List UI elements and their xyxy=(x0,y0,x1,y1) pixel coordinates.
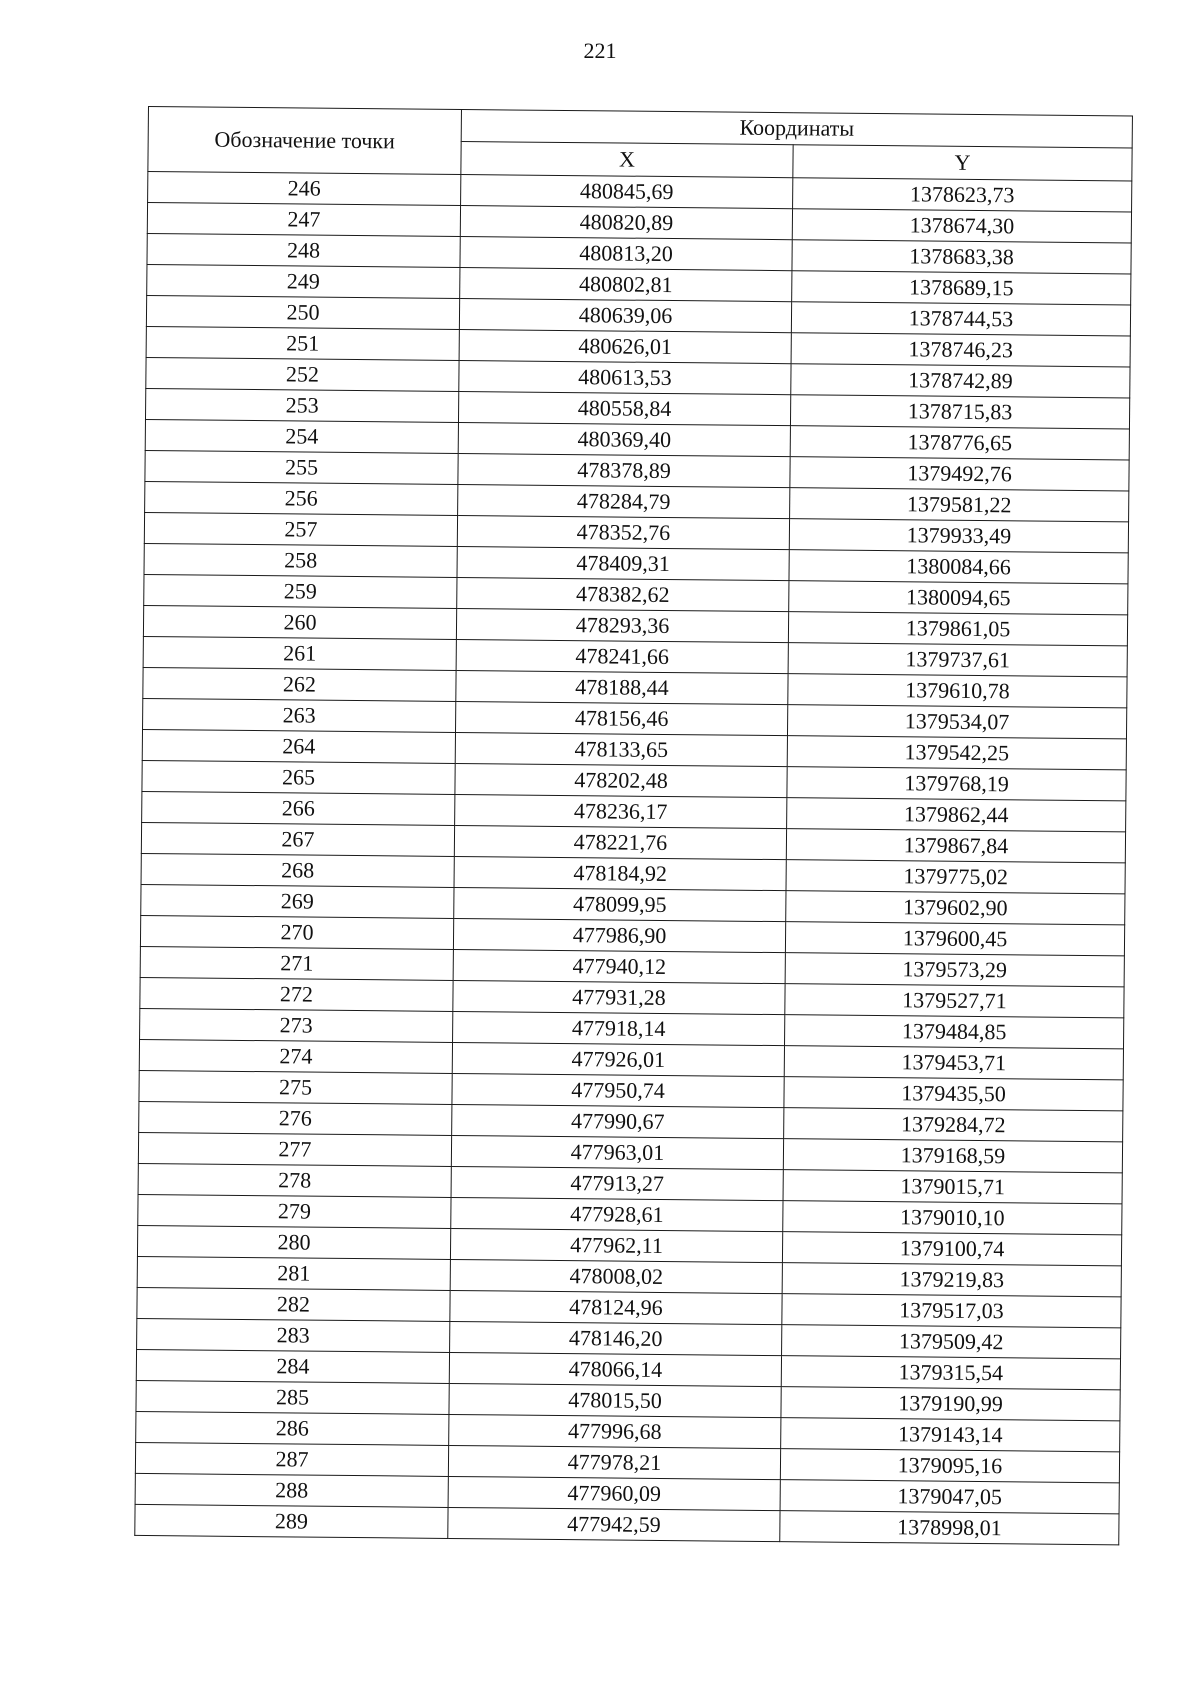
cell-point: 261 xyxy=(143,636,456,670)
cell-point: 271 xyxy=(140,946,453,980)
cell-y: 1379600,45 xyxy=(785,922,1124,956)
cell-point: 267 xyxy=(141,822,454,856)
cell-point: 248 xyxy=(147,233,460,267)
cell-point: 266 xyxy=(142,791,455,825)
cell-x: 478156,46 xyxy=(456,701,788,735)
cell-x: 480802,81 xyxy=(460,268,792,302)
cell-y: 1380094,65 xyxy=(789,581,1128,615)
cell-y: 1379143,14 xyxy=(781,1418,1120,1452)
cell-point: 268 xyxy=(141,853,454,887)
cell-x: 478236,17 xyxy=(455,794,787,828)
cell-y: 1378715,83 xyxy=(790,395,1129,429)
cell-y: 1379542,25 xyxy=(787,736,1126,770)
cell-y: 1379010,10 xyxy=(783,1201,1122,1235)
cell-y: 1379933,49 xyxy=(789,519,1128,553)
cell-point: 255 xyxy=(145,450,458,484)
cell-point: 258 xyxy=(144,543,457,577)
cell-x: 478188,44 xyxy=(456,670,788,704)
cell-x: 477926,01 xyxy=(452,1042,784,1076)
cell-x: 477978,21 xyxy=(448,1445,780,1479)
cell-point: 259 xyxy=(144,574,457,608)
cell-y: 1379095,16 xyxy=(780,1449,1119,1483)
cell-x: 478146,20 xyxy=(450,1321,782,1355)
cell-x: 478409,31 xyxy=(457,546,789,580)
cell-x: 477942,59 xyxy=(448,1507,780,1541)
cell-y: 1379219,83 xyxy=(782,1263,1121,1297)
cell-point: 264 xyxy=(142,729,455,763)
cell-x: 478221,76 xyxy=(454,825,786,859)
cell-x: 478378,89 xyxy=(458,453,790,487)
table-header xyxy=(148,107,1133,181)
cell-y: 1378674,30 xyxy=(792,209,1131,243)
coordinates-table-container xyxy=(134,106,1132,1545)
cell-point: 252 xyxy=(146,357,459,391)
cell-x: 477986,90 xyxy=(453,918,785,952)
cell-y: 1379861,05 xyxy=(788,612,1127,646)
cell-y: 1378742,89 xyxy=(791,364,1130,398)
cell-point: 282 xyxy=(137,1287,450,1321)
cell-x: 480845,69 xyxy=(461,175,793,209)
cell-x: 478184,92 xyxy=(454,856,786,890)
cell-y: 1379168,59 xyxy=(783,1139,1122,1173)
cell-point: 276 xyxy=(139,1101,452,1135)
cell-point: 246 xyxy=(148,172,461,206)
cell-point: 277 xyxy=(138,1132,451,1166)
cell-x: 478008,02 xyxy=(450,1259,782,1293)
cell-point: 254 xyxy=(145,419,458,453)
cell-point: 275 xyxy=(139,1070,452,1104)
cell-y: 1379610,78 xyxy=(788,674,1127,708)
cell-y: 1379492,76 xyxy=(790,457,1129,491)
page-number: 221 xyxy=(583,38,617,63)
cell-point: 265 xyxy=(142,760,455,794)
cell-y: 1379867,84 xyxy=(786,829,1125,863)
cell-y: 1378776,65 xyxy=(790,426,1129,460)
cell-x: 478382,62 xyxy=(457,577,789,611)
cell-point: 289 xyxy=(135,1504,448,1538)
cell-y: 1379190,99 xyxy=(781,1387,1120,1421)
cell-point: 269 xyxy=(141,884,454,918)
cell-y: 1379573,29 xyxy=(785,953,1124,987)
cell-point: 263 xyxy=(143,698,456,732)
cell-point: 280 xyxy=(137,1225,450,1259)
cell-x: 480626,01 xyxy=(459,329,791,363)
cell-x: 477918,14 xyxy=(453,1011,785,1045)
cell-x: 477996,68 xyxy=(449,1414,781,1448)
cell-x: 480639,06 xyxy=(459,299,791,333)
cell-y: 1379527,71 xyxy=(785,984,1124,1018)
cell-x: 480558,84 xyxy=(458,391,790,425)
cell-point: 253 xyxy=(145,388,458,422)
cell-x: 478284,79 xyxy=(458,484,790,518)
header-y: Y xyxy=(793,145,1132,181)
cell-x: 478202,48 xyxy=(455,763,787,797)
cell-point: 278 xyxy=(138,1163,451,1197)
cell-x: 477913,27 xyxy=(451,1166,783,1200)
cell-x: 477931,28 xyxy=(453,980,785,1014)
cell-x: 477940,12 xyxy=(453,949,785,983)
cell-y: 1378998,01 xyxy=(780,1511,1119,1545)
cell-point: 274 xyxy=(139,1039,452,1073)
cell-x: 478124,96 xyxy=(450,1290,782,1324)
cell-x: 477960,09 xyxy=(448,1476,780,1510)
cell-point: 256 xyxy=(145,481,458,515)
cell-y: 1378689,15 xyxy=(792,271,1131,305)
cell-point: 279 xyxy=(138,1194,451,1228)
cell-point: 250 xyxy=(146,295,459,329)
cell-point: 288 xyxy=(135,1473,448,1507)
cell-point: 284 xyxy=(136,1349,449,1383)
cell-point: 260 xyxy=(143,605,456,639)
cell-y: 1379768,19 xyxy=(787,767,1126,801)
table-body xyxy=(135,172,1132,1545)
cell-y: 1379775,02 xyxy=(786,860,1125,894)
cell-x: 480813,20 xyxy=(460,237,792,271)
cell-x: 478352,76 xyxy=(457,515,789,549)
cell-y: 1378746,23 xyxy=(791,333,1130,367)
header-x: X xyxy=(461,141,793,177)
cell-point: 273 xyxy=(140,1008,453,1042)
cell-y: 1379435,50 xyxy=(784,1077,1123,1111)
cell-y: 1379284,72 xyxy=(784,1108,1123,1142)
cell-x: 477990,67 xyxy=(452,1104,784,1138)
cell-point: 286 xyxy=(136,1411,449,1445)
cell-y: 1379047,05 xyxy=(780,1480,1119,1514)
cell-x: 478133,65 xyxy=(455,732,787,766)
cell-point: 257 xyxy=(144,512,457,546)
cell-y: 1379737,61 xyxy=(788,643,1127,677)
cell-y: 1378744,53 xyxy=(791,302,1130,336)
cell-y: 1379517,03 xyxy=(782,1294,1121,1328)
cell-point: 287 xyxy=(135,1442,448,1476)
cell-y: 1379100,74 xyxy=(782,1232,1121,1266)
cell-y: 1379315,54 xyxy=(781,1356,1120,1390)
cell-x: 480369,40 xyxy=(458,422,790,456)
cell-x: 477963,01 xyxy=(451,1135,783,1169)
cell-x: 480820,89 xyxy=(460,206,792,240)
cell-y: 1379509,42 xyxy=(782,1325,1121,1359)
cell-y: 1379862,44 xyxy=(787,798,1126,832)
cell-x: 477950,74 xyxy=(452,1073,784,1107)
cell-y: 1379484,85 xyxy=(785,1015,1124,1049)
cell-point: 262 xyxy=(143,667,456,701)
cell-x: 480613,53 xyxy=(459,360,791,394)
cell-point: 247 xyxy=(147,203,460,237)
header-coordinates: Координаты xyxy=(461,110,1132,148)
cell-x: 478241,66 xyxy=(456,639,788,673)
cell-x: 478066,14 xyxy=(449,1352,781,1386)
cell-x: 478293,36 xyxy=(456,608,788,642)
cell-y: 1380084,66 xyxy=(789,550,1128,584)
cell-y: 1378623,73 xyxy=(793,178,1132,212)
cell-y: 1379015,71 xyxy=(783,1170,1122,1204)
cell-y: 1379602,90 xyxy=(786,891,1125,925)
cell-point: 285 xyxy=(136,1380,449,1414)
cell-y: 1379581,22 xyxy=(790,488,1129,522)
cell-point: 251 xyxy=(146,326,459,360)
header-point-designation: Обозначение точки xyxy=(148,107,462,175)
cell-x: 478099,95 xyxy=(454,887,786,921)
cell-x: 478015,50 xyxy=(449,1383,781,1417)
cell-point: 249 xyxy=(147,264,460,298)
cell-point: 283 xyxy=(137,1318,450,1352)
cell-y: 1379453,71 xyxy=(784,1046,1123,1080)
cell-point: 270 xyxy=(140,915,453,949)
cell-point: 272 xyxy=(140,977,453,1011)
cell-y: 1378683,38 xyxy=(792,240,1131,274)
cell-y: 1379534,07 xyxy=(787,705,1126,739)
cell-x: 477928,61 xyxy=(451,1197,783,1231)
coordinates-table xyxy=(134,106,1133,1545)
cell-x: 477962,11 xyxy=(450,1228,782,1262)
cell-point: 281 xyxy=(137,1256,450,1290)
